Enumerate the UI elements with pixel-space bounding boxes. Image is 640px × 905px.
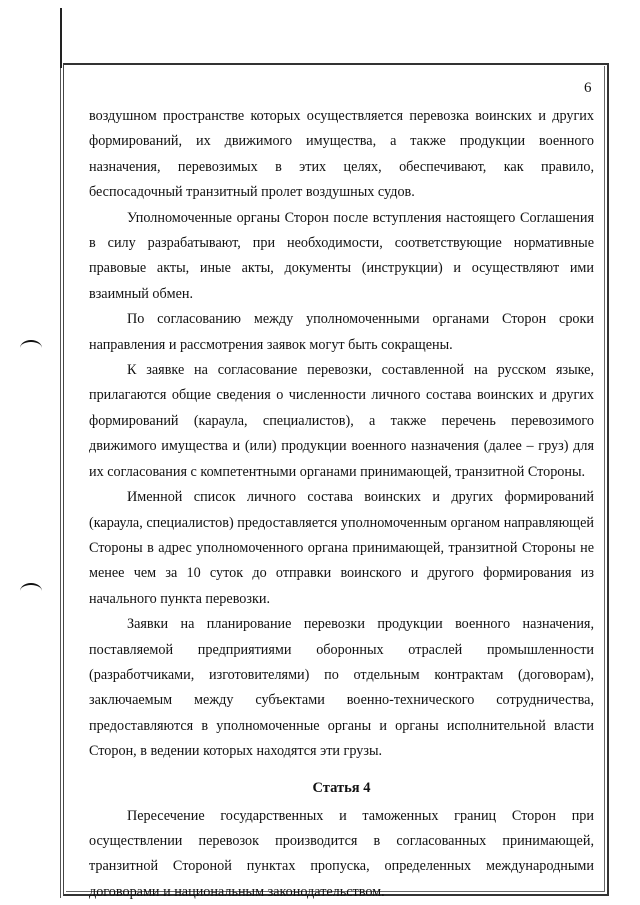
binding-hole-mark: [20, 583, 42, 599]
scan-edge-mark: [60, 8, 62, 68]
article-heading: Статья 4: [312, 779, 371, 796]
page-number: 6: [584, 80, 592, 96]
paragraph: К заявке на согласование перевозки, составленной на русском языке, прилагаются общие сведения о численности личного состава воинских и других формирований (караула, специалистов), а также перечень перевозимого движимого имущества и (или) продукции военного назначения (далее – груз) для их согласования с компетентными органами принимающей, транзитной Стороны.: [89, 362, 594, 480]
binding-hole-mark: [20, 340, 42, 356]
document-body: [89, 104, 594, 905]
paragraph: Заявки на планирование перевозки продукции военного назначения, поставляемой предприятиями оборонных отраслей промышленности (разработчиками, изготовителями) по отдельным контрактам (договорам), заключаемым между субъектами военно-технического сотрудничества, предоставляются в уполномоченные органы и органы исполнительной власти Сторон, в ведении которых находятся эти грузы.: [89, 616, 594, 760]
paragraph-continued: воздушном пространстве которых осуществляется перевозка воинских и других формирований, их движимого имущества, а также продукции военного назначения, перевозимых в этих целях, обеспечивают, как правило, беспосадочный транзитный пролет воздушных судов.: [89, 108, 594, 201]
paragraph: Уполномоченные органы Сторон после вступления настоящего Соглашения в силу разрабатывают, при необходимости, соответствующие нормативные правовые акты, иные акты, документы (инструкции) и осуществляют ими взаимный обмен.: [89, 209, 594, 302]
article-paragraph: Пересечение государственных и таможенных границ Сторон при осуществлении перевозок производится в согласованных принимающей, транзитной Стороной пунктах пропуска, определенных международными договорами и национальным законодательством.: [89, 807, 594, 900]
scan-edge-line: [60, 8, 61, 898]
page-frame-inner-right: [604, 66, 605, 892]
paragraph: По согласованию между уполномоченными органами Сторон сроки направления и рассмотрения заявок могут быть сокращены.: [89, 311, 594, 353]
paragraph: Именной список личного состава воинских и других формирований (караула, специалистов) предоставляется уполномоченным органом направляющей Стороны в адрес уполномоченного органа принимающей, транзитной Стороны не менее чем за 10 суток до отправки воинского и другого формирования из начального пункта перевозки.: [89, 489, 594, 607]
